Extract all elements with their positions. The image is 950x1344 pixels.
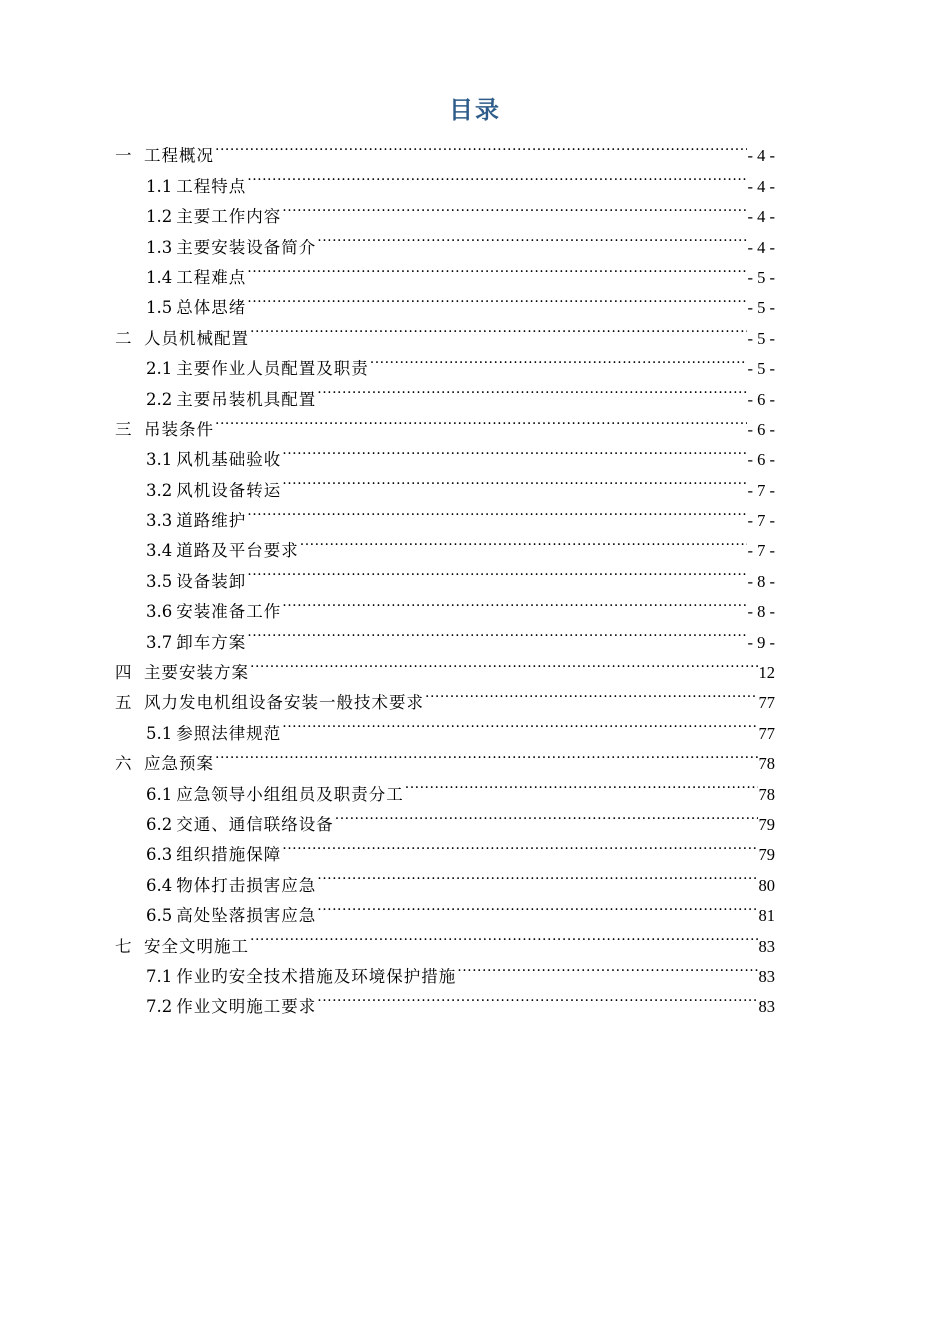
toc-dot-leader <box>282 708 757 738</box>
toc-dot-leader <box>300 526 747 556</box>
toc-entry-label: 组织措施保障 <box>176 845 282 865</box>
toc-entry-label: 应急领导小组组员及职责分工 <box>176 784 404 804</box>
toc-entry-page-number: - 8 - <box>747 571 775 591</box>
toc-entry-number: 3.3 <box>146 511 173 531</box>
toc-dot-leader <box>247 253 746 283</box>
toc-dot-leader <box>247 283 746 313</box>
toc-entry-label: 工程特点 <box>176 176 247 196</box>
toc-entry-number: 6.4 <box>146 875 173 895</box>
toc-entry-label: 总体思绪 <box>176 298 247 318</box>
toc-section-entry[interactable] <box>115 435 775 470</box>
toc-entry-page-number: 80 <box>758 875 775 895</box>
toc-entry-page-number: 78 <box>758 754 775 774</box>
toc-entry-number: 7.1 <box>146 966 173 986</box>
toc-entry-number: 1.1 <box>146 176 173 196</box>
toc-entry-page-number: - 4 - <box>747 146 775 166</box>
toc-entry-label: 主要作业人员配置及职责 <box>176 359 369 379</box>
toc-entry-label: 风机设备转运 <box>176 480 282 500</box>
toc-list <box>115 131 775 1017</box>
toc-entry-number: 2.2 <box>146 389 173 409</box>
toc-entry-number: 6.5 <box>146 906 173 926</box>
toc-entry-number: 1.2 <box>146 207 173 227</box>
toc-entry-label: 主要吊装机具配置 <box>176 389 317 409</box>
toc-entry-page-number: - 9 - <box>747 632 775 652</box>
toc-entry-page-number: - 5 - <box>747 298 775 318</box>
toc-entry-label: 主要工作内容 <box>176 207 282 227</box>
toc-dot-leader <box>457 952 757 982</box>
toc-entry-page-number: 78 <box>758 784 775 804</box>
toc-entry-number: 1.3 <box>146 237 173 257</box>
toc-entry-label: 参照法律规范 <box>176 723 282 743</box>
toc-entry-page-number: 83 <box>758 997 775 1017</box>
toc-entry-label: 风机基础验收 <box>176 450 282 470</box>
toc-entry-number: 2.1 <box>146 359 173 379</box>
toc-entry-label: 作业文明施工要求 <box>176 997 317 1017</box>
toc-dot-leader <box>425 678 758 708</box>
toc-entry-number: 6.2 <box>146 814 173 834</box>
toc-entry-number: 1.4 <box>146 267 173 287</box>
toc-entry-number: 三 <box>115 419 132 439</box>
toc-entry-label: 高处坠落损害应急 <box>176 906 317 926</box>
toc-dot-leader <box>250 921 758 951</box>
toc-entry-label: 应急预案 <box>144 754 214 774</box>
toc-entry-page-number: - 5 - <box>747 359 775 379</box>
toc-entry-page-number: - 4 - <box>747 176 775 196</box>
toc-entry-number: 一 <box>115 146 132 166</box>
toc-entry-label: 道路及平台要求 <box>176 541 299 561</box>
toc-dot-leader <box>250 648 758 678</box>
toc-dot-leader <box>317 891 757 921</box>
toc-entry-number: 5.1 <box>146 723 173 743</box>
toc-dot-leader <box>247 617 746 647</box>
toc-dot-leader <box>317 222 746 252</box>
toc-entry-number: 3.5 <box>146 571 173 591</box>
toc-entry-page-number: 77 <box>758 693 775 713</box>
toc-entry-number: 六 <box>115 754 132 774</box>
toc-entry-label: 工程概况 <box>144 146 214 166</box>
toc-entry-number: 3.1 <box>146 450 173 470</box>
toc-dot-leader <box>282 587 746 617</box>
toc-dot-leader <box>215 131 747 161</box>
toc-entry-page-number: - 4 - <box>747 237 775 257</box>
toc-entry-label: 风力发电机组设备安装一般技术要求 <box>144 693 424 713</box>
toc-title: 目录 <box>449 96 501 124</box>
toc-entry-page-number: 83 <box>758 966 775 986</box>
toc-section-entry[interactable] <box>115 769 775 804</box>
toc-dot-leader <box>282 435 746 465</box>
toc-dot-leader <box>282 465 746 495</box>
toc-section-entry[interactable] <box>115 161 775 196</box>
toc-dot-leader <box>215 405 747 435</box>
toc-entry-number: 6.3 <box>146 845 173 865</box>
toc-entry-label: 主要安装方案 <box>144 663 249 683</box>
toc-entry-label: 设备装卸 <box>176 571 247 591</box>
toc-entry-page-number: - 7 - <box>747 480 775 500</box>
toc-entry-page-number: - 5 - <box>747 328 775 348</box>
toc-entry-number: 七 <box>115 936 132 956</box>
toc-entry-page-number: - 5 - <box>747 267 775 287</box>
toc-entry-page-number: 79 <box>758 814 775 834</box>
toc-entry-page-number: 77 <box>758 723 775 743</box>
toc-dot-leader <box>405 769 758 799</box>
toc-dot-leader <box>317 860 757 890</box>
toc-dot-leader <box>370 344 747 374</box>
toc-dot-leader <box>247 556 746 586</box>
toc-entry-label: 吊装条件 <box>144 419 214 439</box>
toc-entry-number: 3.7 <box>146 632 173 652</box>
toc-entry-label: 工程难点 <box>176 267 247 287</box>
toc-entry-label: 主要安装设备简介 <box>176 237 317 257</box>
toc-entry-page-number: - 6 - <box>747 450 775 470</box>
toc-entry-number: 3.6 <box>146 602 173 622</box>
toc-entry-page-number: - 7 - <box>747 541 775 561</box>
toc-entry-page-number: 79 <box>758 845 775 865</box>
toc-dot-leader <box>335 800 758 830</box>
toc-chapter-entry[interactable] <box>115 131 775 166</box>
toc-entry-label: 道路维护 <box>176 511 247 531</box>
toc-entry-page-number: 12 <box>758 663 775 683</box>
toc-entry-page-number: 83 <box>758 936 775 956</box>
toc-dot-leader <box>282 192 746 222</box>
toc-entry-label: 安装准备工作 <box>176 602 282 622</box>
toc-entry-number: 3.2 <box>146 480 173 500</box>
toc-entry-number: 四 <box>115 663 132 683</box>
toc-dot-leader <box>317 374 746 404</box>
toc-entry-label: 安全文明施工 <box>144 936 249 956</box>
toc-entry-page-number: - 6 - <box>747 419 775 439</box>
toc-entry-page-number: 81 <box>758 906 775 926</box>
toc-dot-leader <box>317 982 757 1012</box>
toc-dot-leader <box>247 496 746 526</box>
toc-entry-number: 6.1 <box>146 784 173 804</box>
toc-entry-number: 二 <box>115 328 132 348</box>
toc-entry-number: 1.5 <box>146 298 173 318</box>
toc-dot-leader <box>247 161 746 191</box>
toc-entry-label: 人员机械配置 <box>144 328 249 348</box>
toc-entry-page-number: - 7 - <box>747 511 775 531</box>
toc-dot-leader <box>250 313 747 343</box>
toc-entry-page-number: - 8 - <box>747 602 775 622</box>
toc-entry-label: 卸车方案 <box>176 632 247 652</box>
toc-entry-number: 五 <box>115 693 132 713</box>
toc-entry-page-number: - 6 - <box>747 389 775 409</box>
toc-dot-leader <box>215 739 758 769</box>
toc-entry-number: 3.4 <box>146 541 173 561</box>
toc-entry-number: 7.2 <box>146 997 173 1017</box>
toc-entry-label: 作业旳安全技术措施及环境保护措施 <box>176 966 457 986</box>
toc-entry-page-number: - 4 - <box>747 207 775 227</box>
toc-entry-label: 物体打击损害应急 <box>176 875 317 895</box>
toc-dot-leader <box>282 830 757 860</box>
toc-entry-label: 交通、通信联络设备 <box>176 814 334 834</box>
